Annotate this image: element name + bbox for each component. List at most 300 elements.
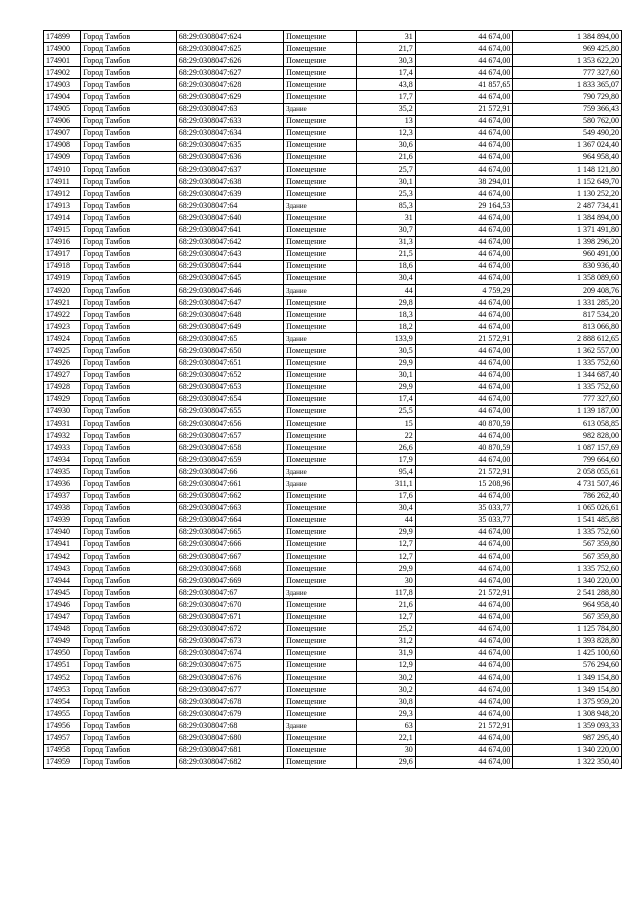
unit-value-cell: 44 674,00	[415, 272, 513, 284]
unit-value-cell: 44 674,00	[415, 151, 513, 163]
area-cell: 21,5	[356, 248, 415, 260]
cadastral-number-cell: 68:29:0308047:636	[176, 151, 283, 163]
row-number: 174939	[44, 514, 81, 526]
table-row	[44, 575, 622, 587]
settlement-cell: Город Тамбов	[81, 466, 176, 478]
object-type-cell: Помещение	[284, 551, 356, 563]
cadastral-value-cell: 964 958,40	[513, 599, 622, 611]
cadastral-number-cell: 68:29:0308047:63	[176, 103, 283, 115]
row-number: 174914	[44, 212, 81, 224]
table-row	[44, 756, 622, 768]
object-type-cell: Помещение	[284, 659, 356, 671]
table-row	[44, 321, 622, 333]
settlement-cell: Город Тамбов	[81, 31, 176, 43]
settlement-cell: Город Тамбов	[81, 514, 176, 526]
area-cell: 18,3	[356, 309, 415, 321]
area-cell: 29,6	[356, 756, 415, 768]
cadastral-number-cell: 68:29:0308047:652	[176, 369, 283, 381]
area-cell: 21,6	[356, 151, 415, 163]
unit-value-cell: 44 674,00	[415, 430, 513, 442]
table-row	[44, 430, 622, 442]
settlement-cell: Город Тамбов	[81, 176, 176, 188]
cadastral-number-cell: 68:29:0308047:663	[176, 502, 283, 514]
row-number: 174945	[44, 587, 81, 599]
cadastral-value-cell: 759 366,43	[513, 103, 622, 115]
unit-value-cell: 4 759,29	[415, 284, 513, 296]
cadastral-number-cell: 68:29:0308047:651	[176, 357, 283, 369]
object-type-cell: Помещение	[284, 732, 356, 744]
settlement-cell: Город Тамбов	[81, 151, 176, 163]
cadastral-number-cell: 68:29:0308047:678	[176, 696, 283, 708]
row-number: 174901	[44, 55, 81, 67]
cadastral-number-cell: 68:29:0308047:677	[176, 684, 283, 696]
cadastral-value-cell: 1 335 752,60	[513, 563, 622, 575]
unit-value-cell: 44 674,00	[415, 684, 513, 696]
unit-value-cell: 44 674,00	[415, 538, 513, 550]
cadastral-value-cell: 1 358 089,60	[513, 272, 622, 284]
unit-value-cell: 44 674,00	[415, 696, 513, 708]
cadastral-number-cell: 68:29:0308047:682	[176, 756, 283, 768]
object-type-cell: Помещение	[284, 563, 356, 575]
table-row	[44, 164, 622, 176]
settlement-cell: Город Тамбов	[81, 478, 176, 490]
object-type-cell: Здание	[284, 103, 356, 115]
row-number: 174952	[44, 671, 81, 683]
object-type-cell: Помещение	[284, 176, 356, 188]
object-type-cell: Помещение	[284, 369, 356, 381]
row-number: 174938	[44, 502, 81, 514]
table-row	[44, 176, 622, 188]
settlement-cell: Город Тамбов	[81, 659, 176, 671]
object-type-cell: Помещение	[284, 297, 356, 309]
object-type-cell: Помещение	[284, 188, 356, 200]
object-type-cell: Здание	[284, 466, 356, 478]
area-cell: 30,7	[356, 224, 415, 236]
table-row	[44, 514, 622, 526]
settlement-cell: Город Тамбов	[81, 139, 176, 151]
cadastral-number-cell: 68:29:0308047:66	[176, 466, 283, 478]
cadastral-number-cell: 68:29:0308047:666	[176, 538, 283, 550]
cadastral-value-cell: 1 362 557,00	[513, 345, 622, 357]
settlement-cell: Город Тамбов	[81, 369, 176, 381]
area-cell: 44	[356, 514, 415, 526]
settlement-cell: Город Тамбов	[81, 381, 176, 393]
area-cell: 12,7	[356, 538, 415, 550]
settlement-cell: Город Тамбов	[81, 635, 176, 647]
area-cell: 35,2	[356, 103, 415, 115]
object-type-cell: Помещение	[284, 708, 356, 720]
row-number: 174932	[44, 430, 81, 442]
settlement-cell: Город Тамбов	[81, 297, 176, 309]
area-cell: 25,5	[356, 405, 415, 417]
row-number: 174925	[44, 345, 81, 357]
cadastral-number-cell: 68:29:0308047:650	[176, 345, 283, 357]
table-row	[44, 611, 622, 623]
table-row	[44, 127, 622, 139]
area-cell: 18,6	[356, 260, 415, 272]
row-number: 174958	[44, 744, 81, 756]
table-body	[44, 31, 622, 769]
unit-value-cell: 44 674,00	[415, 55, 513, 67]
table-row	[44, 551, 622, 563]
object-type-cell: Помещение	[284, 684, 356, 696]
table-row	[44, 284, 622, 296]
unit-value-cell: 35 033,77	[415, 514, 513, 526]
table-row	[44, 369, 622, 381]
cadastral-number-cell: 68:29:0308047:644	[176, 260, 283, 272]
cadastral-number-cell: 68:29:0308047:661	[176, 478, 283, 490]
table-row	[44, 720, 622, 732]
object-type-cell: Помещение	[284, 139, 356, 151]
settlement-cell: Город Тамбов	[81, 490, 176, 502]
cadastral-value-cell: 1 367 024,40	[513, 139, 622, 151]
cadastral-number-cell: 68:29:0308047:665	[176, 526, 283, 538]
object-type-cell: Помещение	[284, 442, 356, 454]
unit-value-cell: 21 572,91	[415, 587, 513, 599]
area-cell: 30,1	[356, 176, 415, 188]
unit-value-cell: 44 674,00	[415, 490, 513, 502]
unit-value-cell: 44 674,00	[415, 321, 513, 333]
object-type-cell: Помещение	[284, 91, 356, 103]
cadastral-number-cell: 68:29:0308047:680	[176, 732, 283, 744]
unit-value-cell: 44 674,00	[415, 599, 513, 611]
cadastral-value-cell: 1 384 894,00	[513, 31, 622, 43]
cadastral-value-cell: 813 066,80	[513, 321, 622, 333]
cadastral-value-cell: 960 491,00	[513, 248, 622, 260]
area-cell: 30,4	[356, 272, 415, 284]
row-number: 174908	[44, 139, 81, 151]
unit-value-cell: 44 674,00	[415, 236, 513, 248]
unit-value-cell: 44 674,00	[415, 659, 513, 671]
unit-value-cell: 35 033,77	[415, 502, 513, 514]
row-number: 174944	[44, 575, 81, 587]
row-number: 174933	[44, 442, 81, 454]
row-number: 174899	[44, 31, 81, 43]
settlement-cell: Город Тамбов	[81, 212, 176, 224]
object-type-cell: Здание	[284, 587, 356, 599]
cadastral-value-cell: 580 762,00	[513, 115, 622, 127]
cadastral-number-cell: 68:29:0308047:637	[176, 164, 283, 176]
object-type-cell: Здание	[284, 720, 356, 732]
settlement-cell: Город Тамбов	[81, 696, 176, 708]
table-row	[44, 260, 622, 272]
cadastral-value-cell: 790 729,80	[513, 91, 622, 103]
area-cell: 31	[356, 31, 415, 43]
area-cell: 30,2	[356, 671, 415, 683]
cadastral-number-cell: 68:29:0308047:646	[176, 284, 283, 296]
row-number: 174904	[44, 91, 81, 103]
object-type-cell: Помещение	[284, 575, 356, 587]
table-row	[44, 381, 622, 393]
table-row	[44, 103, 622, 115]
table-row	[44, 599, 622, 611]
settlement-cell: Город Тамбов	[81, 732, 176, 744]
object-type-cell: Помещение	[284, 127, 356, 139]
object-type-cell: Помещение	[284, 67, 356, 79]
cadastral-value-cell: 4 731 507,46	[513, 478, 622, 490]
settlement-cell: Город Тамбов	[81, 127, 176, 139]
object-type-cell: Помещение	[284, 430, 356, 442]
settlement-cell: Город Тамбов	[81, 284, 176, 296]
settlement-cell: Город Тамбов	[81, 115, 176, 127]
cadastral-number-cell: 68:29:0308047:642	[176, 236, 283, 248]
cadastral-number-cell: 68:29:0308047:656	[176, 418, 283, 430]
unit-value-cell: 38 294,01	[415, 176, 513, 188]
cadastral-value-cell: 2 541 288,80	[513, 587, 622, 599]
object-type-cell: Помещение	[284, 393, 356, 405]
cadastral-value-cell: 1 371 491,80	[513, 224, 622, 236]
row-number: 174949	[44, 635, 81, 647]
object-type-cell: Помещение	[284, 272, 356, 284]
object-type-cell: Помещение	[284, 611, 356, 623]
settlement-cell: Город Тамбов	[81, 671, 176, 683]
row-number: 174924	[44, 333, 81, 345]
cadastral-number-cell: 68:29:0308047:625	[176, 43, 283, 55]
cadastral-value-cell: 1 349 154,80	[513, 671, 622, 683]
object-type-cell: Помещение	[284, 31, 356, 43]
row-number: 174929	[44, 393, 81, 405]
table-row	[44, 43, 622, 55]
cadastral-number-cell: 68:29:0308047:643	[176, 248, 283, 260]
row-number: 174909	[44, 151, 81, 163]
area-cell: 29,3	[356, 708, 415, 720]
cadastral-value-cell: 969 425,80	[513, 43, 622, 55]
row-number: 174911	[44, 176, 81, 188]
area-cell: 17,4	[356, 67, 415, 79]
unit-value-cell: 44 674,00	[415, 31, 513, 43]
unit-value-cell: 44 674,00	[415, 635, 513, 647]
settlement-cell: Город Тамбов	[81, 454, 176, 466]
area-cell: 85,3	[356, 200, 415, 212]
object-type-cell: Помещение	[284, 236, 356, 248]
table-row	[44, 297, 622, 309]
cadastral-number-cell: 68:29:0308047:670	[176, 599, 283, 611]
cadastral-value-cell: 1 340 220,00	[513, 575, 622, 587]
settlement-cell: Город Тамбов	[81, 708, 176, 720]
area-cell: 43,8	[356, 79, 415, 91]
row-number: 174922	[44, 309, 81, 321]
unit-value-cell: 29 164,53	[415, 200, 513, 212]
unit-value-cell: 44 674,00	[415, 67, 513, 79]
cadastral-number-cell: 68:29:0308047:645	[176, 272, 283, 284]
row-number: 174905	[44, 103, 81, 115]
unit-value-cell: 21 572,91	[415, 103, 513, 115]
settlement-cell: Город Тамбов	[81, 430, 176, 442]
settlement-cell: Город Тамбов	[81, 224, 176, 236]
area-cell: 30	[356, 744, 415, 756]
area-cell: 21,7	[356, 43, 415, 55]
row-number: 174947	[44, 611, 81, 623]
settlement-cell: Город Тамбов	[81, 43, 176, 55]
row-number: 174934	[44, 454, 81, 466]
cadastral-value-cell: 613 058,85	[513, 418, 622, 430]
row-number: 174916	[44, 236, 81, 248]
object-type-cell: Здание	[284, 284, 356, 296]
cadastral-value-cell: 567 359,80	[513, 538, 622, 550]
cadastral-number-cell: 68:29:0308047:65	[176, 333, 283, 345]
unit-value-cell: 44 674,00	[415, 212, 513, 224]
row-number: 174900	[44, 43, 81, 55]
cadastral-value-cell: 2 888 612,65	[513, 333, 622, 345]
settlement-cell: Город Тамбов	[81, 587, 176, 599]
area-cell: 30,6	[356, 139, 415, 151]
area-cell: 21,6	[356, 599, 415, 611]
cadastral-value-cell: 1 335 752,60	[513, 526, 622, 538]
unit-value-cell: 44 674,00	[415, 345, 513, 357]
area-cell: 30,1	[356, 369, 415, 381]
cadastral-value-cell: 1 335 752,60	[513, 357, 622, 369]
row-number: 174927	[44, 369, 81, 381]
unit-value-cell: 21 572,91	[415, 466, 513, 478]
cadastral-number-cell: 68:29:0308047:627	[176, 67, 283, 79]
table-row	[44, 538, 622, 550]
object-type-cell: Помещение	[284, 79, 356, 91]
object-type-cell: Помещение	[284, 151, 356, 163]
cadastral-value-cell: 1 425 100,60	[513, 647, 622, 659]
area-cell: 311,1	[356, 478, 415, 490]
unit-value-cell: 44 674,00	[415, 744, 513, 756]
area-cell: 30,8	[356, 696, 415, 708]
cadastral-value-cell: 777 327,60	[513, 393, 622, 405]
row-number: 174937	[44, 490, 81, 502]
area-cell: 30,5	[356, 345, 415, 357]
table-row	[44, 139, 622, 151]
settlement-cell: Город Тамбов	[81, 538, 176, 550]
row-number: 174935	[44, 466, 81, 478]
object-type-cell: Помещение	[284, 526, 356, 538]
unit-value-cell: 44 674,00	[415, 188, 513, 200]
settlement-cell: Город Тамбов	[81, 526, 176, 538]
row-number: 174936	[44, 478, 81, 490]
cadastral-number-cell: 68:29:0308047:657	[176, 430, 283, 442]
area-cell: 25,3	[356, 188, 415, 200]
unit-value-cell: 44 674,00	[415, 224, 513, 236]
settlement-cell: Город Тамбов	[81, 684, 176, 696]
area-cell: 30	[356, 575, 415, 587]
settlement-cell: Город Тамбов	[81, 236, 176, 248]
area-cell: 31,3	[356, 236, 415, 248]
unit-value-cell: 44 674,00	[415, 526, 513, 538]
cadastral-value-cell: 817 534,20	[513, 309, 622, 321]
object-type-cell: Помещение	[284, 623, 356, 635]
table-row	[44, 31, 622, 43]
cadastral-number-cell: 68:29:0308047:628	[176, 79, 283, 91]
cadastral-number-cell: 68:29:0308047:649	[176, 321, 283, 333]
object-type-cell: Помещение	[284, 756, 356, 768]
cadastral-value-cell: 982 828,00	[513, 430, 622, 442]
object-type-cell: Здание	[284, 478, 356, 490]
area-cell: 31	[356, 212, 415, 224]
object-type-cell: Помещение	[284, 635, 356, 647]
area-cell: 12,7	[356, 611, 415, 623]
table-row	[44, 200, 622, 212]
table-row	[44, 526, 622, 538]
unit-value-cell: 44 674,00	[415, 369, 513, 381]
settlement-cell: Город Тамбов	[81, 720, 176, 732]
area-cell: 31,9	[356, 647, 415, 659]
table-row	[44, 684, 622, 696]
row-number: 174906	[44, 115, 81, 127]
table-row	[44, 405, 622, 417]
table-row	[44, 708, 622, 720]
area-cell: 63	[356, 720, 415, 732]
area-cell: 12,7	[356, 551, 415, 563]
cadastral-number-cell: 68:29:0308047:662	[176, 490, 283, 502]
row-number: 174912	[44, 188, 81, 200]
settlement-cell: Город Тамбов	[81, 164, 176, 176]
unit-value-cell: 44 674,00	[415, 260, 513, 272]
cadastral-value-cell: 786 262,40	[513, 490, 622, 502]
object-type-cell: Помещение	[284, 744, 356, 756]
settlement-cell: Город Тамбов	[81, 79, 176, 91]
cadastral-number-cell: 68:29:0308047:655	[176, 405, 283, 417]
table-row	[44, 151, 622, 163]
cadastral-number-cell: 68:29:0308047:675	[176, 659, 283, 671]
area-cell: 29,9	[356, 563, 415, 575]
row-number: 174950	[44, 647, 81, 659]
unit-value-cell: 44 674,00	[415, 381, 513, 393]
cadastral-value-cell: 777 327,60	[513, 67, 622, 79]
cadastral-value-cell: 1 335 752,60	[513, 381, 622, 393]
cadastral-value-cell: 1 833 365,07	[513, 79, 622, 91]
area-cell: 30,3	[356, 55, 415, 67]
unit-value-cell: 44 674,00	[415, 248, 513, 260]
row-number: 174946	[44, 599, 81, 611]
area-cell: 22	[356, 430, 415, 442]
settlement-cell: Город Тамбов	[81, 405, 176, 417]
row-number: 174953	[44, 684, 81, 696]
cadastral-number-cell: 68:29:0308047:681	[176, 744, 283, 756]
unit-value-cell: 44 674,00	[415, 454, 513, 466]
table-row	[44, 478, 622, 490]
row-number: 174915	[44, 224, 81, 236]
unit-value-cell: 44 674,00	[415, 309, 513, 321]
object-type-cell: Помещение	[284, 164, 356, 176]
table-row	[44, 466, 622, 478]
settlement-cell: Город Тамбов	[81, 188, 176, 200]
row-number: 174920	[44, 284, 81, 296]
area-cell: 31,2	[356, 635, 415, 647]
cadastral-value-cell: 1 375 959,20	[513, 696, 622, 708]
unit-value-cell: 44 674,00	[415, 611, 513, 623]
row-number: 174942	[44, 551, 81, 563]
cadastral-value-cell: 987 295,40	[513, 732, 622, 744]
settlement-cell: Город Тамбов	[81, 345, 176, 357]
unit-value-cell: 44 674,00	[415, 43, 513, 55]
object-type-cell: Помещение	[284, 115, 356, 127]
object-type-cell: Помещение	[284, 309, 356, 321]
object-type-cell: Помещение	[284, 671, 356, 683]
row-number: 174910	[44, 164, 81, 176]
cadastral-number-cell: 68:29:0308047:676	[176, 671, 283, 683]
cadastral-number-cell: 68:29:0308047:668	[176, 563, 283, 575]
area-cell: 25,7	[356, 164, 415, 176]
object-type-cell: Помещение	[284, 502, 356, 514]
settlement-cell: Город Тамбов	[81, 67, 176, 79]
area-cell: 17,7	[356, 91, 415, 103]
table-row	[44, 224, 622, 236]
cadastral-value-cell: 1 139 187,00	[513, 405, 622, 417]
area-cell: 17,4	[356, 393, 415, 405]
settlement-cell: Город Тамбов	[81, 575, 176, 587]
unit-value-cell: 44 674,00	[415, 139, 513, 151]
cadastral-number-cell: 68:29:0308047:641	[176, 224, 283, 236]
settlement-cell: Город Тамбов	[81, 647, 176, 659]
object-type-cell: Здание	[284, 200, 356, 212]
table-row	[44, 55, 622, 67]
table-row	[44, 212, 622, 224]
table-row	[44, 357, 622, 369]
